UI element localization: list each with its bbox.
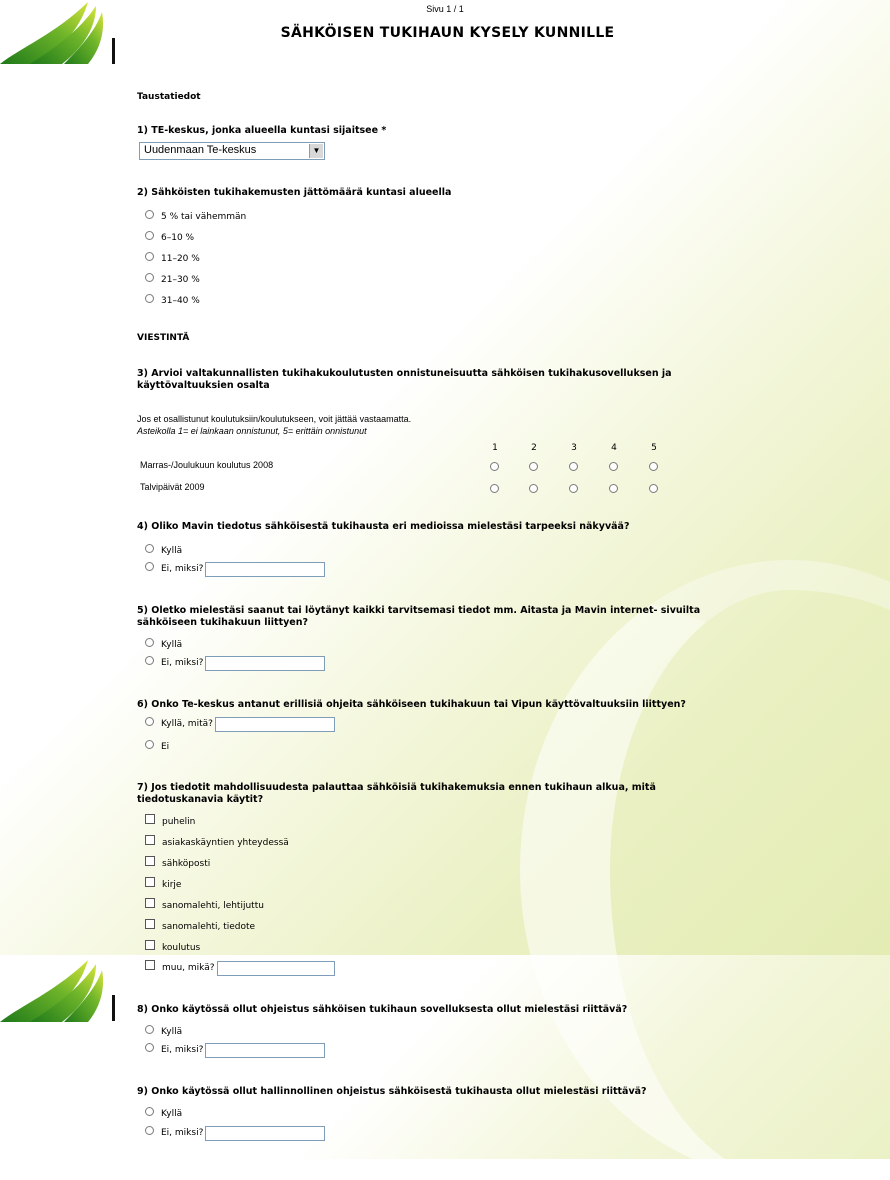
q4-option-no[interactable]: Ei, miksi? — [145, 562, 325, 576]
q4-reason-input[interactable] — [205, 562, 325, 577]
q7-option-lehtijuttu[interactable]: sanomalehti, lehtijuttu — [145, 899, 264, 913]
radio-button[interactable] — [145, 1043, 154, 1052]
q3-row2-radio-5[interactable] — [649, 484, 658, 493]
q2-option-5[interactable]: 31–40 % — [145, 294, 200, 308]
q3-row1-radio-4[interactable] — [609, 462, 618, 471]
q2-option-4[interactable]: 21–30 % — [145, 273, 200, 287]
q7-option-asiakaskaynnit[interactable]: asiakaskäyntien yhteydessä — [145, 836, 289, 850]
radio-button[interactable] — [145, 740, 154, 749]
radio-button[interactable] — [145, 294, 154, 303]
radio-button[interactable] — [145, 717, 154, 726]
q8-reason-input[interactable] — [205, 1043, 325, 1058]
q7-option-tiedote[interactable]: sanomalehti, tiedote — [145, 920, 255, 934]
chevron-down-icon[interactable]: ▼ — [309, 144, 323, 158]
question-3-scale-note: Asteikolla 1= ei lainkaan onnistunut, 5= erittäin onnistunut — [137, 426, 367, 436]
checkbox[interactable] — [145, 960, 155, 970]
question-1-label: 1) TE-keskus, jonka alueella kuntasi sijaitsee * — [137, 125, 387, 136]
radio-button[interactable] — [145, 638, 154, 647]
q4-option-yes[interactable]: Kyllä — [145, 544, 182, 558]
q2-option-2[interactable]: 6–10 % — [145, 231, 194, 245]
q3-row1-radio-2[interactable] — [529, 462, 538, 471]
checkbox[interactable] — [145, 898, 155, 908]
q6-option-no[interactable]: Ei — [145, 740, 169, 754]
radio-button[interactable] — [145, 210, 154, 219]
radio-button[interactable] — [145, 1107, 154, 1116]
q3-row1-radio-3[interactable] — [569, 462, 578, 471]
question-3-label: 3) Arvioi valtakunnallisten tukihakukoulutusten onnistuneisuutta sähköisen tukihakusovelluksen ja käyttövaltuuksien osalta — [137, 368, 672, 391]
q7-option-puhelin[interactable]: puhelin — [145, 815, 195, 829]
scale-header-1: 1 — [492, 443, 498, 453]
radio-button[interactable] — [145, 231, 154, 240]
q7-option-sahkoposti[interactable]: sähköposti — [145, 857, 210, 871]
logo-leaves-bottom — [0, 958, 108, 1024]
te-keskus-select[interactable] — [139, 142, 325, 160]
radio-button[interactable] — [145, 656, 154, 665]
q6-option-yes[interactable]: Kyllä, mitä? — [145, 717, 335, 731]
scale-header-5: 5 — [651, 443, 657, 453]
q7-other-input[interactable] — [217, 961, 335, 976]
q5-option-no[interactable]: Ei, miksi? — [145, 656, 325, 670]
radio-button[interactable] — [145, 544, 154, 553]
q2-option-3[interactable]: 11–20 % — [145, 252, 200, 266]
radio-button[interactable] — [145, 1126, 154, 1135]
q5-reason-input[interactable] — [205, 656, 325, 671]
q2-option-1[interactable]: 5 % tai vähemmän — [145, 210, 246, 224]
q3-row-label-1: Marras-/Joulukuun koulutus 2008 — [140, 460, 274, 470]
q5-option-yes[interactable]: Kyllä — [145, 638, 182, 652]
q3-row1-radio-5[interactable] — [649, 462, 658, 471]
question-3-note: Jos et osallistunut koulutuksiin/koulutukseen, voit jättää vastaamatta. — [137, 414, 412, 424]
question-6-label: 6) Onko Te-keskus antanut erillisiä ohjeita sähköiseen tukihakuun tai Vipun käyttövaltuuksiin liittyen? — [137, 699, 686, 710]
logo-divider-bottom — [112, 995, 115, 1021]
question-7-label: 7) Jos tiedotit mahdollisuudesta palauttaa sähköisiä tukihakemuksia ennen tukihaun alkua, mitä tiedotuskanavia käytit? — [137, 782, 656, 805]
q6-what-input[interactable] — [215, 717, 335, 732]
checkbox[interactable] — [145, 835, 155, 845]
q3-row2-radio-4[interactable] — [609, 484, 618, 493]
checkbox[interactable] — [145, 940, 155, 950]
q8-option-yes[interactable]: Kyllä — [145, 1025, 182, 1039]
scale-header-3: 3 — [571, 443, 577, 453]
section-heading-background: Taustatiedot — [137, 92, 201, 102]
checkbox[interactable] — [145, 814, 155, 824]
radio-button[interactable] — [145, 273, 154, 282]
q7-option-muu[interactable]: muu, mikä? — [145, 961, 335, 975]
q7-option-koulutus[interactable]: koulutus — [145, 941, 200, 955]
logo-divider — [112, 38, 115, 64]
q9-option-yes[interactable]: Kyllä — [145, 1107, 182, 1121]
scale-header-4: 4 — [611, 443, 617, 453]
radio-button[interactable] — [145, 562, 154, 571]
q3-row1-radio-1[interactable] — [490, 462, 499, 471]
page-title: SÄHKÖISEN TUKIHAUN KYSELY KUNNILLE — [280, 25, 615, 41]
q3-row2-radio-3[interactable] — [569, 484, 578, 493]
question-9-label: 9) Onko käytössä ollut hallinnollinen ohjeistus sähköisestä tukihausta ollut mielestäsi riittävä? — [137, 1086, 647, 1097]
question-2-label: 2) Sähköisten tukihakemusten jättömäärä kuntasi alueella — [137, 187, 452, 198]
checkbox[interactable] — [145, 919, 155, 929]
q9-option-no[interactable]: Ei, miksi? — [145, 1126, 325, 1140]
scale-header-2: 2 — [531, 443, 537, 453]
radio-button[interactable] — [145, 1025, 154, 1034]
question-8-label: 8) Onko käytössä ollut ohjeistus sähköisen tukihaun sovelluksesta ollut mielestäsi riittävä? — [137, 1004, 628, 1015]
q9-reason-input[interactable] — [205, 1126, 325, 1141]
te-keskus-select-value: Uudenmaan Te-keskus — [144, 144, 257, 156]
q3-row2-radio-2[interactable] — [529, 484, 538, 493]
q3-row2-radio-1[interactable] — [490, 484, 499, 493]
page-number: Sivu 1 / 1 — [426, 4, 464, 14]
radio-button[interactable] — [145, 252, 154, 261]
q8-option-no[interactable]: Ei, miksi? — [145, 1043, 325, 1057]
q3-row-label-2: Talvipäivät 2009 — [140, 482, 205, 492]
checkbox[interactable] — [145, 856, 155, 866]
checkbox[interactable] — [145, 877, 155, 887]
section-heading-viestinta: VIESTINTÄ — [137, 333, 190, 343]
question-5-label: 5) Oletko mielestäsi saanut tai löytänyt kaikki tarvitsemasi tiedot mm. Aitasta ja Mavin internet- sivuilta sähköiseen tukihakuun liittyen? — [137, 605, 701, 628]
question-4-label: 4) Oliko Mavin tiedotus sähköisestä tukihausta eri medioissa mielestäsi tarpeeksi näkyvää? — [137, 521, 630, 532]
q7-option-kirje[interactable]: kirje — [145, 878, 181, 892]
